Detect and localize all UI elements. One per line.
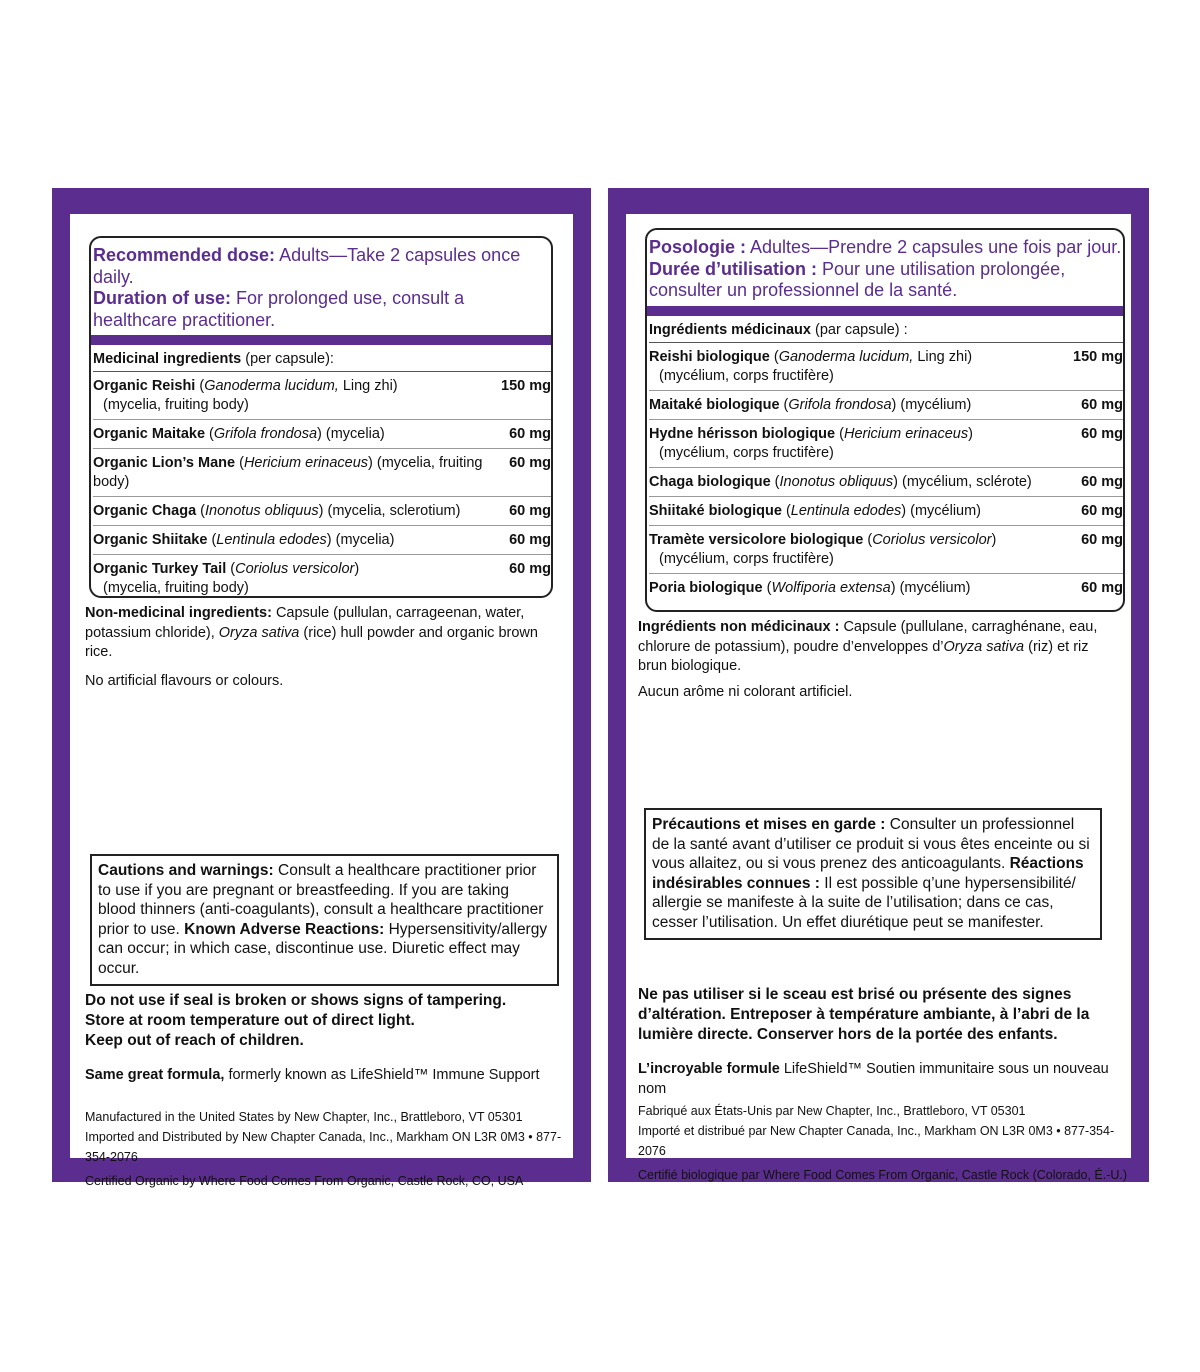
ingredient-part: ) <box>991 531 997 548</box>
ingredient-list-fr <box>649 343 1123 602</box>
ingredient-row <box>649 497 1123 526</box>
ingredient-list <box>93 372 551 598</box>
ingredient-name: Organic Turkey Tail (Coriolus versicolor) (mycelia, fruiting body) <box>93 560 503 598</box>
ingredient-part: Ling zhi) <box>338 378 398 394</box>
ingredient-common-name: Organic Shiitake <box>93 532 208 548</box>
ingredients-medicinaux-header: Ingrédients médicinaux (par capsule) : <box>649 316 1123 343</box>
ingredient-part: Ling zhi) <box>913 348 973 365</box>
ingredient-part: ) (mycelia) <box>326 532 395 548</box>
ingredient-row <box>649 420 1123 468</box>
manufacturer-info-fr: Fabriqué aux États-Unis par New Chapter, Inc., Brattleboro, VT 05301 Importé et distribué par New Chapter Canada, Inc., Markham ON L3R 0M3 • 877-354-2076 Certifié biologique par Where Food Comes From Organic, Castle Rock (Colorado, É.-U.) <box>638 1104 1128 1182</box>
storage-warnings-fr: Ne pas utiliser si le sceau est brisé ou présente des signes d’altération. Entreposer à température ambiante, à l’abri de la lumière directe. Conserver hors de la portée des enfants. <box>638 986 1090 1043</box>
ingredient-common-name: Tramète versicolore biologique <box>649 531 864 548</box>
dose-and-ingredients-box <box>89 236 553 598</box>
ingredient-row <box>649 526 1123 574</box>
ingredient-name: Chaga biologique (Inonotus obliquus) (mycélium, sclérote) <box>649 473 1032 490</box>
ingredient-amount: 60 mg <box>509 426 551 442</box>
ingredient-latin-name: Coriolus versicolor <box>872 531 992 548</box>
ingredient-latin-name: Grifola frondosa <box>788 396 892 413</box>
french-label-panel <box>608 188 1149 1182</box>
ingredient-part: ) (mycélium) <box>901 502 982 519</box>
formula-note: Same great formula, formerly known as LifeShield™ Immune Support <box>85 1067 540 1083</box>
ingredient-name: Organic Reishi (Ganoderma lucidum, Ling zhi) (mycelia, fruiting body) <box>93 377 495 415</box>
ingredient-amount: 60 mg <box>509 561 551 577</box>
ingredient-row <box>93 526 551 555</box>
ingredient-amount: 60 mg <box>1081 579 1123 596</box>
ingredient-part: ) (mycelia, fruiting body) <box>93 455 483 490</box>
ingredient-row <box>93 555 551 598</box>
ingredient-amount: 60 mg <box>1081 502 1123 519</box>
posologie-info <box>647 230 1123 302</box>
ingredient-latin-name: Coriolus versicolor <box>235 561 355 577</box>
ingredient-row <box>649 391 1123 420</box>
duree-text: Pour une utilisation prolongée, consulter un professionnel de la santé. <box>649 258 1066 300</box>
ingredient-name: Hydne hérisson biologique (Hericium erinaceus) (mycélium, corps fructifère) <box>649 425 1075 463</box>
ingredient-latin-name: Ganoderma lucidum, <box>778 348 914 365</box>
purple-divider-bar <box>91 335 551 345</box>
ingredient-latin-name: Hericium erinaceus <box>243 455 369 471</box>
medicinal-ingredients-header: Medicinal ingredients (per capsule): <box>93 345 551 372</box>
precautions-box: Précautions et mises en garde : Consulter un professionnel de la santé avant d’utiliser ce produit si vous êtes enceinte ou si vous allaitez, ou si vous prenez des anticoagulants. Réactions indésirables connues : Il est possible q’une hypersensibilité/ allergie se manifeste à la suite de l’utilisation; dans ce cas, cesser l’utilisation. Un effet diurétique peut se manifester. <box>644 808 1102 940</box>
ingredient-amount: 60 mg <box>1081 473 1123 490</box>
ingredient-latin-name: Ganoderma lucidum, <box>204 378 339 394</box>
ingredient-name: Organic Chaga (Inonotus obliquus) (mycelia, sclerotium) <box>93 503 461 519</box>
storage-warnings: Do not use if seal is broken or shows signs of tampering. Store at room temperature out of direct light. Keep out of reach of children. <box>85 992 507 1049</box>
ingredient-latin-name: Lentinula edodes <box>216 532 327 548</box>
ingredient-part: ) (mycelia) <box>317 426 385 442</box>
ingredient-common-name: Chaga biologique <box>649 473 771 490</box>
ingredient-name: Organic Shiitake (Lentinula edodes) (mycelia) <box>93 532 395 548</box>
ingredients-non-medicinaux: Ingrédients non médicinaux : Capsule (pullulane, carraghénane, eau, chlorure de potassium), poudre d’enveloppes d’Oryza sativa (riz) et riz brun biologique. <box>638 619 1098 674</box>
ingredient-subtext: (mycélium, corps fructifère) <box>659 367 834 384</box>
ingredient-name: Organic Maitake (Grifola frondosa) (mycelia) <box>93 426 385 442</box>
ingredient-common-name: Organic Maitake <box>93 426 206 442</box>
ingredient-part: ) <box>354 561 360 577</box>
manufacturer-info: Manufactured in the United States by New Chapter, Inc., Brattleboro, VT 05301 Imported and Distributed by New Chapter Canada, Inc., Markham ON L3R 0M3 • 877-354-2076 Certified Organic by Where Food Comes From Organic, Castle Rock, CO, USA <box>85 1110 562 1188</box>
duration-label: Duration of use: <box>93 288 231 308</box>
non-medicinal-ingredients: Non-medicinal ingredients: Capsule (pullulan, carrageenan, water, potassium chloride), Oryza sativa (rice) hull powder and organic brown rice. <box>85 605 538 660</box>
ingredient-name: Poria biologique (Wolfiporia extensa) (mycélium) <box>649 579 971 596</box>
ingredient-latin-name: Wolfiporia extensa <box>771 579 891 596</box>
ingredient-name: Tramète versicolore biologique (Coriolus versicolor) (mycélium, corps fructifère) <box>649 531 1075 569</box>
dose-label: Recommended dose: <box>93 245 276 265</box>
ingredient-common-name: Maitaké biologique <box>649 396 780 413</box>
ingredient-latin-name: Inonotus obliquus <box>205 503 319 519</box>
ingredient-common-name: Organic Lion’s Mane <box>93 455 236 471</box>
english-label-content <box>70 214 573 1188</box>
ingredient-row <box>93 420 551 449</box>
duration-text: For prolonged use, consult a healthcare practitioner. <box>93 288 465 330</box>
ingredient-name: Maitaké biologique (Grifola frondosa) (mycélium) <box>649 396 972 413</box>
ingredient-part: ) (mycélium) <box>891 396 972 413</box>
ingredient-amount: 60 mg <box>1081 396 1123 413</box>
ingredient-common-name: Reishi biologique <box>649 348 770 365</box>
ingredient-amount: 60 mg <box>1081 531 1123 548</box>
ingredient-part: ) (mycélium) <box>890 579 971 596</box>
ingredient-subtext: (mycélium, corps fructifère) <box>659 444 834 461</box>
ingredient-row <box>93 449 551 497</box>
ingredient-row <box>649 343 1123 391</box>
ingredient-amount: 150 mg <box>1073 348 1123 365</box>
ingredient-latin-name: Inonotus obliquus <box>779 473 894 490</box>
ingredient-name: Organic Lion’s Mane (Hericium erinaceus) (mycelia, fruiting body) <box>93 455 483 490</box>
ingredient-part: ) (mycelia, sclerotium) <box>318 503 461 519</box>
ingredient-common-name: Organic Reishi <box>93 378 196 394</box>
ingredient-name: Shiitaké biologique (Lentinula edodes) (mycélium) <box>649 502 982 519</box>
ingredient-subtext: (mycelia, fruiting body) <box>103 397 249 413</box>
formula-note-fr: L’incroyable formule LifeShield™ Soutien immunitaire sous un nouveau nom <box>638 1061 1109 1097</box>
ingredient-common-name: Hydne hérisson biologique <box>649 425 836 442</box>
ingredient-name: Reishi biologique (Ganoderma lucidum, Ling zhi) (mycélium, corps fructifère) <box>649 348 1067 386</box>
ingredient-amount: 60 mg <box>1081 425 1123 442</box>
purple-divider-bar <box>647 306 1123 316</box>
ingredient-latin-name: Hericium erinaceus <box>843 425 969 442</box>
posologie-and-ingredients-box <box>645 228 1125 612</box>
posologie-text: Adultes—Prendre 2 capsules une fois par jour. <box>750 237 1122 257</box>
ingredient-part: ) (mycélium, sclérote) <box>893 473 1032 490</box>
ingredient-common-name: Organic Turkey Tail <box>93 561 227 577</box>
ingredient-amount: 60 mg <box>509 455 551 471</box>
dose-text: Adults—Take 2 capsules once daily. <box>93 245 521 287</box>
ingredient-subtext: (mycelia, fruiting body) <box>103 580 249 596</box>
ingredient-common-name: Shiitaké biologique <box>649 502 782 519</box>
ingredient-latin-name: Lentinula edodes <box>790 502 902 519</box>
ingredient-row <box>649 468 1123 497</box>
aucun-arome-note: Aucun arôme ni colorant artificiel. <box>638 684 853 700</box>
ingredient-latin-name: Grifola frondosa <box>213 426 318 442</box>
ingredient-common-name: Poria biologique <box>649 579 763 596</box>
english-label-panel <box>52 188 591 1188</box>
duree-label: Durée d’utilisation : <box>649 258 818 279</box>
ingredient-amount: 60 mg <box>509 503 551 519</box>
ingredient-common-name: Organic Chaga <box>93 503 197 519</box>
ingredient-row <box>93 372 551 420</box>
ingredient-row <box>93 497 551 526</box>
no-artificial-note: No artificial flavours or colours. <box>85 673 284 689</box>
ingredient-amount: 150 mg <box>501 378 551 394</box>
ingredient-part: ) <box>968 425 973 442</box>
cautions-box: Cautions and warnings: Consult a healthcare practitioner prior to use if you are pregnant or breastfeeding. If you are taking blood thinners (anti-coagulants), consult a healthcare practitioner prior to use. Known Adverse Reactions: Hypersensitivity/allergy can occur; in which case, discontinue use. Diuretic effect may occur. <box>90 854 559 986</box>
french-label-content <box>626 214 1131 1182</box>
ingredient-amount: 60 mg <box>509 532 551 548</box>
ingredient-row <box>649 574 1123 602</box>
posologie-label: Posologie : <box>649 237 747 257</box>
dose-info <box>91 238 551 331</box>
ingredient-subtext: (mycélium, corps fructifère) <box>659 550 834 567</box>
